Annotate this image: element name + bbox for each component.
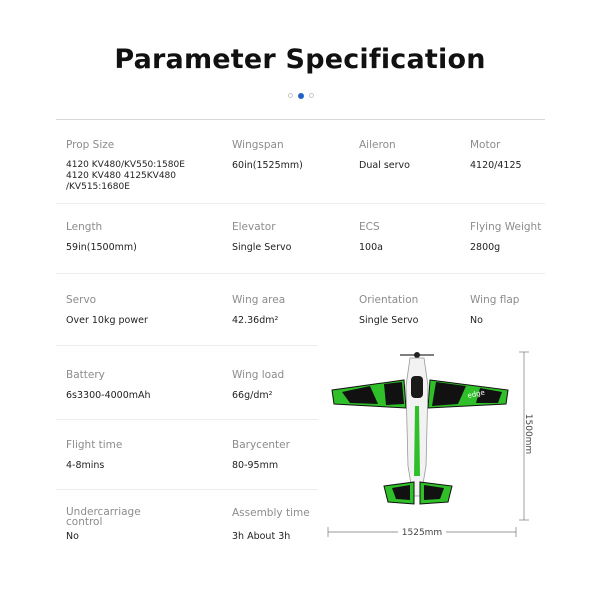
spec-length bbox=[66, 221, 137, 254]
carousel-dot[interactable] bbox=[288, 93, 293, 98]
spec-value: Single Servo bbox=[232, 242, 292, 253]
spec-value: Over 10kg power bbox=[66, 315, 148, 326]
spec-barycenter bbox=[232, 439, 290, 472]
spec-label: Barycenter bbox=[232, 439, 290, 451]
spec-label: ECS bbox=[359, 221, 380, 233]
spec-label: Servo bbox=[66, 294, 97, 306]
page-title: Parameter Specification bbox=[114, 44, 486, 75]
spec-label: Aileron bbox=[359, 139, 396, 151]
spec-label: Elevator bbox=[232, 221, 276, 233]
spec-value: 100a bbox=[359, 242, 383, 253]
spec-orientation bbox=[359, 294, 418, 327]
spec-value: Single Servo bbox=[359, 315, 419, 326]
spec-label: Motor bbox=[470, 139, 501, 151]
spec-motor bbox=[470, 139, 522, 172]
spec-label: Length bbox=[66, 221, 103, 233]
spec-value: 80-95mm bbox=[232, 460, 279, 471]
spec-value: 6s3300-4000mAh bbox=[66, 390, 151, 401]
airplane-dimension-diagram bbox=[326, 346, 536, 546]
spec-undercarriage-control bbox=[66, 507, 156, 543]
spec-value: 42.36dm² bbox=[232, 315, 279, 326]
spec-label: Orientation bbox=[359, 294, 419, 306]
wing-logo-text: edge bbox=[466, 388, 486, 400]
spec-ecs bbox=[359, 221, 383, 254]
spec-label: Battery bbox=[66, 369, 105, 381]
spec-aileron bbox=[359, 139, 410, 172]
spec-value: 60in(1525mm) bbox=[232, 160, 303, 171]
left-wing-pattern bbox=[384, 382, 404, 405]
spec-assembly-time bbox=[232, 507, 310, 543]
spec-value: 2800g bbox=[470, 242, 501, 253]
spec-label: Wing area bbox=[232, 294, 286, 306]
header-divider bbox=[56, 119, 545, 120]
propeller-spinner bbox=[414, 352, 420, 358]
spec-value-line: 4120 KV480 4125KV480 bbox=[66, 171, 177, 181]
spec-elevator bbox=[232, 221, 291, 254]
canopy bbox=[411, 376, 423, 398]
row-divider bbox=[56, 419, 318, 420]
spec-label: Wingspan bbox=[232, 139, 284, 151]
row-divider bbox=[56, 203, 545, 204]
spec-label: Prop Size bbox=[66, 139, 115, 151]
spec-value-line: 4120 KV480/KV550:1580E bbox=[66, 160, 185, 170]
spec-label: Undercarriage control bbox=[66, 506, 141, 528]
spec-value: No bbox=[470, 315, 483, 326]
carousel-indicator[interactable] bbox=[288, 93, 314, 99]
spec-value: No bbox=[66, 531, 79, 542]
row-divider bbox=[56, 345, 318, 346]
spec-value: 66g/dm² bbox=[232, 390, 273, 401]
spec-servo bbox=[66, 294, 148, 327]
width-label: 1525mm bbox=[401, 528, 443, 538]
spec-wing-flap bbox=[470, 294, 519, 327]
spec-value: 4-8mins bbox=[66, 460, 105, 471]
carousel-dot[interactable] bbox=[309, 93, 314, 98]
spec-wingspan bbox=[232, 139, 303, 172]
spec-flight-time bbox=[66, 439, 122, 472]
spec-label: Flight time bbox=[66, 439, 123, 451]
spec-prop-size bbox=[66, 139, 185, 193]
spec-label: Wing load bbox=[232, 369, 285, 381]
spec-label: Flying Weight bbox=[470, 221, 542, 233]
row-divider bbox=[56, 489, 318, 490]
spec-wing-load bbox=[232, 369, 284, 402]
spec-label: Wing flap bbox=[470, 294, 520, 306]
spec-value-line: /KV515:1680E bbox=[66, 182, 130, 192]
spec-value: 3h About 3h bbox=[232, 531, 291, 542]
spec-flying-weight bbox=[470, 221, 541, 254]
spec-value: Dual servo bbox=[359, 160, 410, 171]
fuselage-stripe bbox=[414, 406, 420, 476]
spec-wing-area bbox=[232, 294, 285, 327]
spec-battery bbox=[66, 369, 151, 402]
carousel-dot-active[interactable] bbox=[298, 93, 304, 99]
spec-value bbox=[66, 160, 185, 193]
row-divider bbox=[56, 273, 545, 274]
spec-value: 4120/4125 bbox=[470, 160, 522, 171]
spec-label: Assembly time bbox=[232, 507, 310, 519]
height-label: 1500mm bbox=[523, 413, 533, 455]
spec-value: 59in(1500mm) bbox=[66, 242, 137, 253]
